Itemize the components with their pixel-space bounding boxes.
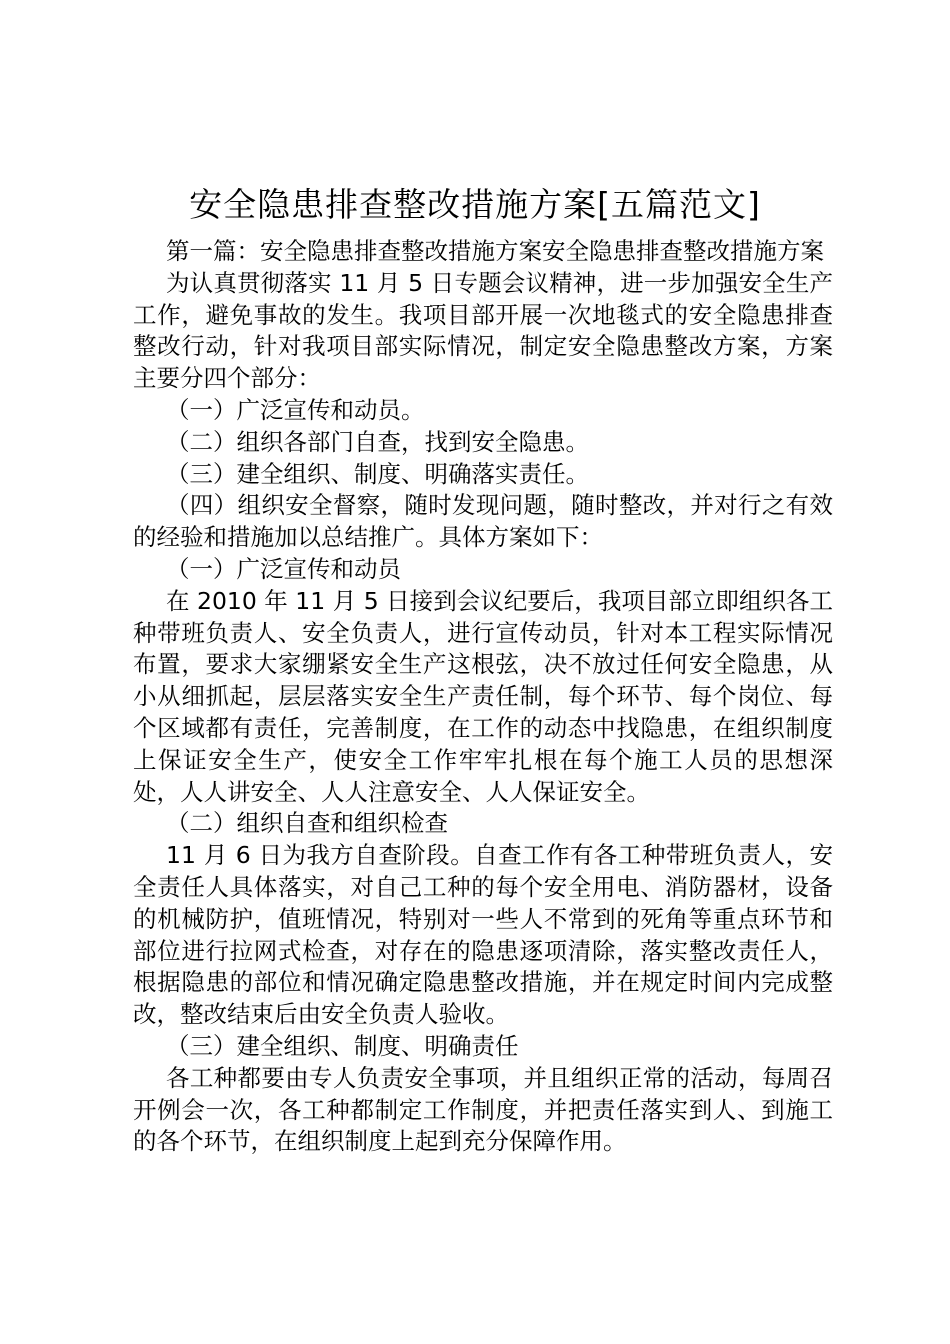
list-item: （一）广泛宣传和动员。 [166,395,425,424]
list-item: （三）建全组织、制度、明确落实责任。 [166,459,589,488]
section-heading: 第一篇：安全隐患排查整改措施方案安全隐患排查整改措施方案 [166,237,824,265]
document-body [133,236,833,1158]
subsection-heading: （二）组织自查和组织检查 [166,809,448,838]
subsection-heading: （三）建全组织、制度、明确责任 [166,1031,519,1060]
intro-paragraph: 为认真贯彻落实 11 月 5 日专题会议精神，进一步加强安全生产工作，避免事故的发生。我项目部开展一次地毯式的安全隐患排查整改行动，针对我项目部实际情况，制定安全隐患整改方案，方案主要分四个部分： [133,268,833,393]
list-item: （二）组织各部门自查，找到安全隐患。 [166,427,589,456]
body-paragraph: 各工种都要由专人负责安全事项，并且组织正常的活动，每周召开例会一次，各工种都制定工作制度，并把责任落实到人、到施工的各个环节，在组织制度上起到充分保障作用。 [133,1063,833,1156]
list-item: （四）组织安全督察，随时发现问题，随时整改，并对行之有效的经验和措施加以总结推广。具体方案如下： [133,491,833,552]
document-title: 安全隐患排查整改措施方案[五篇范文] [189,185,761,224]
subsection-heading: （一）广泛宣传和动员 [166,554,401,583]
body-paragraph: 在 2010 年 11 月 5 日接到会议纪要后，我项目部立即组织各工种带班负责人、安全负责人，进行宣传动员，针对本工程实际情况布置，要求大家绷紧安全生产这根弦，决不放过任何安全隐患，从小从细抓起，层层落实安全生产责任制，每个环节、每个岗位、每个区域都有责任，完善制度，在工作的动态中找隐患，在组织制度上保证安全生产，使安全工作牢牢扎根在每个施工人员的思想深处，人人讲安全、人人注意安全、人人保证安全。 [133,586,833,806]
body-paragraph: 11 月 6 日为我方自查阶段。自查工作有各工种带班负责人，安全责任人具体落实，对自己工种的每个安全用电、消防器材，设备的机械防护，值班情况，特别对一些人不常到的死角等重点环节和部位进行拉网式检查，对存在的隐患逐项清除，落实整改责任人，根据隐患的部位和情况确定隐患整改措施，并在规定时间内完成整改，整改结束后由安全负责人验收。 [133,841,833,1029]
